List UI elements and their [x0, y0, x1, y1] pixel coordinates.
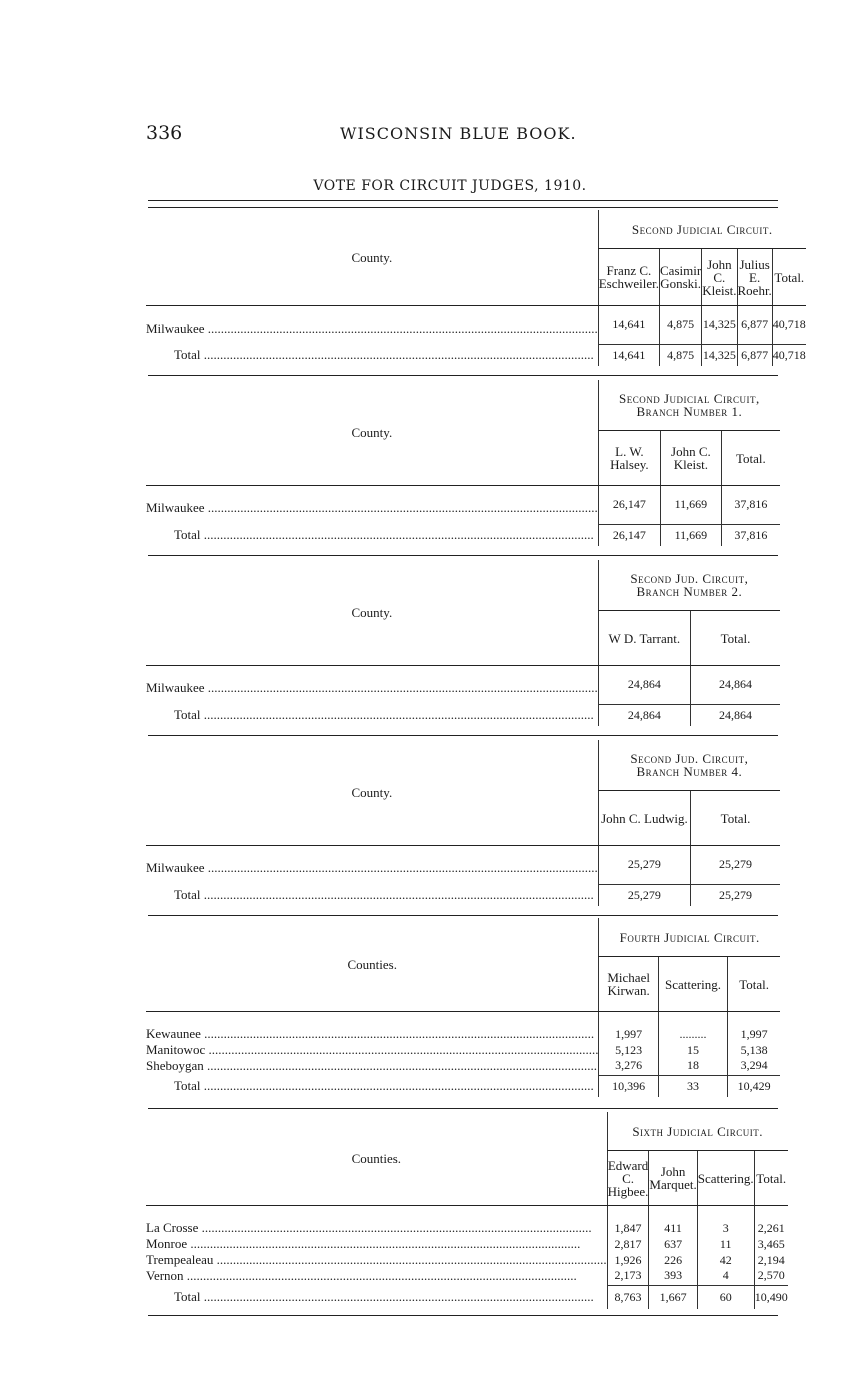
- total-cell: 14,325: [702, 344, 737, 366]
- column-header: L. W. Halsey.: [598, 431, 660, 486]
- column-header: Total.: [754, 1151, 788, 1206]
- total-cell: 10,429: [728, 1075, 780, 1097]
- county-row-label: Manitowoc .....: [146, 1042, 599, 1058]
- total-cell: 24,864: [690, 704, 780, 726]
- column-header: Scattering.: [697, 1151, 754, 1206]
- total-cell: 10,396: [599, 1075, 658, 1097]
- total-cell: 33: [658, 1075, 727, 1097]
- table-divider: [148, 915, 778, 916]
- table-cell: 4,875: [660, 306, 702, 345]
- total-cell: 6,877: [737, 344, 772, 366]
- table-cell: 2,261: [754, 1206, 788, 1237]
- county-header: Counties.: [146, 918, 599, 1012]
- county-row-label: La Crosse .....: [146, 1206, 607, 1237]
- table-sixth-judicial-circuit: [146, 1112, 788, 1309]
- table-cell: 2,194: [754, 1252, 788, 1268]
- county-row-label: Monroe .....: [146, 1236, 607, 1252]
- table-cell: .........: [658, 1012, 727, 1043]
- county-row-label: Vernon .....: [146, 1268, 607, 1285]
- total-cell: 25,279: [691, 884, 780, 906]
- total-cell: 24,864: [598, 704, 690, 726]
- table-divider: [148, 555, 778, 556]
- table-cell: 2,817: [607, 1236, 649, 1252]
- county-row-label: Milwaukee .....: [146, 306, 598, 345]
- total-row-label: Total .....: [146, 1075, 599, 1097]
- total-cell: 60: [697, 1285, 754, 1309]
- total-cell: 8,763: [607, 1285, 649, 1309]
- double-rule-top: [148, 200, 778, 201]
- table-cell: 24,864: [690, 666, 780, 705]
- county-row-label: Milwaukee .....: [146, 486, 598, 525]
- table-cell: 4: [697, 1268, 754, 1285]
- table-cell: 5,123: [599, 1042, 658, 1058]
- column-header: Casimir Gonski.: [660, 249, 702, 306]
- table-branch-number-4: [146, 740, 780, 906]
- column-header: Edward C. Higbee.: [607, 1151, 649, 1206]
- table-cell: 14,641: [598, 306, 659, 345]
- total-cell: 1,667: [649, 1285, 697, 1309]
- circuit-title: Second Jud. Circuit, Branch Number 4.: [598, 740, 780, 791]
- table-cell: 1,847: [607, 1206, 649, 1237]
- county-header: County.: [146, 560, 598, 666]
- page-number: 336: [146, 122, 183, 144]
- column-header: John Marquet.: [649, 1151, 697, 1206]
- column-header: Total.: [690, 611, 780, 666]
- table-cell: 26,147: [598, 486, 660, 525]
- total-cell: 40,718: [772, 344, 806, 366]
- table-cell: 1,926: [607, 1252, 649, 1268]
- county-header: Counties.: [146, 1112, 607, 1206]
- table-cell: 3: [697, 1206, 754, 1237]
- total-row-label: Total .....: [146, 344, 598, 366]
- total-cell: 14,641: [598, 344, 659, 366]
- table-divider: [148, 375, 778, 376]
- table-cell: 15: [658, 1042, 727, 1058]
- county-row-label: Milwaukee .....: [146, 666, 598, 705]
- total-cell: 11,669: [661, 524, 722, 546]
- table-cell: 2,570: [754, 1268, 788, 1285]
- circuit-title: Fourth Judicial Circuit.: [599, 918, 780, 957]
- column-header: W D. Tarrant.: [598, 611, 690, 666]
- table-cell: 42: [697, 1252, 754, 1268]
- column-header: Total.: [772, 249, 806, 306]
- total-row-label: Total .....: [146, 524, 598, 546]
- table-cell: 5,138: [728, 1042, 780, 1058]
- column-header: Total.: [691, 791, 780, 846]
- table-cell: 6,877: [737, 306, 772, 345]
- table-cell: 226: [649, 1252, 697, 1268]
- table-branch-number-2: [146, 560, 780, 726]
- table-cell: 14,325: [702, 306, 737, 345]
- table-cell: 1,997: [599, 1012, 658, 1043]
- county-row-label: Milwaukee .....: [146, 846, 598, 885]
- total-row-label: Total .....: [146, 704, 598, 726]
- table-cell: 3,465: [754, 1236, 788, 1252]
- page-title: VOTE FOR CIRCUIT JUDGES, 1910.: [313, 178, 587, 194]
- table-cell: 3,276: [599, 1058, 658, 1075]
- table-cell: 18: [658, 1058, 727, 1075]
- circuit-title: Sixth Judicial Circuit.: [607, 1112, 788, 1151]
- total-row-label: Total .....: [146, 1285, 607, 1309]
- total-cell: 37,816: [721, 524, 780, 546]
- column-header: Franz C. Eschweiler.: [598, 249, 659, 306]
- total-cell: 10,490: [754, 1285, 788, 1309]
- total-cell: 25,279: [598, 884, 690, 906]
- county-header: County.: [146, 210, 598, 306]
- table-cell: 637: [649, 1236, 697, 1252]
- county-header: County.: [146, 740, 598, 846]
- column-header: Total.: [721, 431, 780, 486]
- table-cell: 2,173: [607, 1268, 649, 1285]
- table-cell: 25,279: [598, 846, 690, 885]
- column-header: Scattering.: [658, 957, 727, 1012]
- table-divider: [148, 1108, 778, 1109]
- table-cell: 24,864: [598, 666, 690, 705]
- table-cell: 3,294: [728, 1058, 780, 1075]
- circuit-title: Second Jud. Circuit, Branch Number 2.: [598, 560, 780, 611]
- circuit-title: Second Judicial Circuit, Branch Number 1.: [598, 380, 780, 431]
- circuit-title: Second Judicial Circuit.: [598, 210, 806, 249]
- table-second-judicial-circuit: [146, 210, 806, 366]
- table-cell: 37,816: [721, 486, 780, 525]
- column-header: Michael Kirwan.: [599, 957, 658, 1012]
- table-branch-number-1: [146, 380, 780, 546]
- total-row-label: Total .....: [146, 884, 598, 906]
- table-cell: 411: [649, 1206, 697, 1237]
- table-divider: [148, 735, 778, 736]
- total-cell: 4,875: [660, 344, 702, 366]
- double-rule-bottom: [148, 207, 778, 208]
- table-divider: [148, 1315, 778, 1316]
- table-cell: 11,669: [661, 486, 722, 525]
- table-cell: 1,997: [728, 1012, 780, 1043]
- county-header: County.: [146, 380, 598, 486]
- table-cell: 11: [697, 1236, 754, 1252]
- running-head: WISCONSIN BLUE BOOK.: [340, 124, 577, 143]
- column-header: Total.: [728, 957, 780, 1012]
- county-row-label: Sheboygan .....: [146, 1058, 599, 1075]
- column-header: Julius E. Roehr.: [737, 249, 772, 306]
- table-fourth-judicial-circuit: [146, 918, 780, 1097]
- column-header: John C. Kleist.: [702, 249, 737, 306]
- column-header: John C. Ludwig.: [598, 791, 690, 846]
- table-cell: 40,718: [772, 306, 806, 345]
- county-row-label: Trempealeau .....: [146, 1252, 607, 1268]
- table-cell: 25,279: [691, 846, 780, 885]
- column-header: John C. Kleist.: [661, 431, 722, 486]
- table-cell: 393: [649, 1268, 697, 1285]
- county-row-label: Kewaunee .....: [146, 1012, 599, 1043]
- total-cell: 26,147: [598, 524, 660, 546]
